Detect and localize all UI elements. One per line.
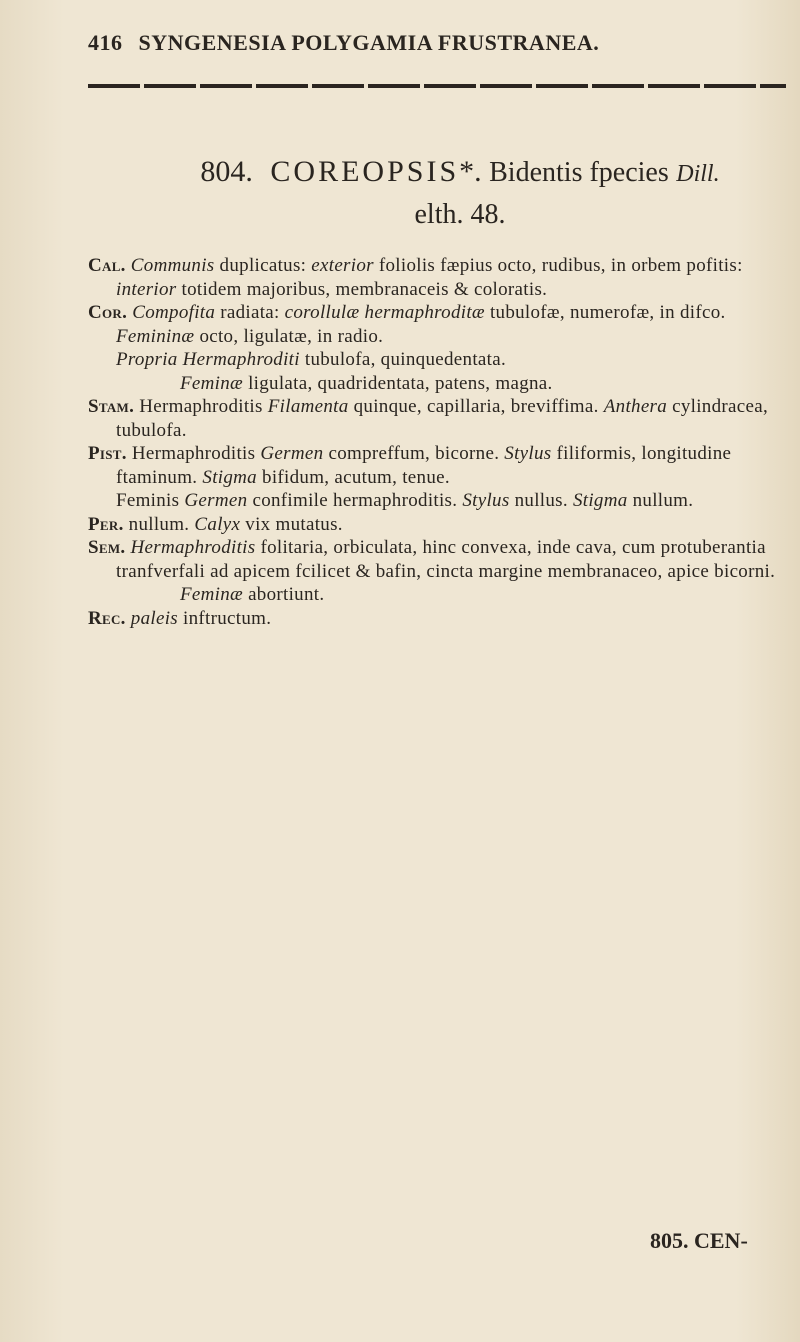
header-rule [88, 84, 786, 88]
genus-reference: elth. 48. [414, 199, 506, 230]
text-run: confimile hermaphroditis. [247, 490, 463, 511]
text-run: octo, ligulatæ, in radio. [194, 325, 384, 347]
italic-term: Communis [130, 255, 215, 276]
text-run: abortiunt. [243, 584, 325, 605]
description-body [88, 254, 788, 630]
italic-term: Hermaphroditis [130, 537, 256, 558]
text-run: filiformis, longitudine ftaminum. [116, 443, 732, 488]
text-run: compreffum, bicorne. [323, 443, 505, 464]
italic-term: Feminæ [180, 584, 244, 605]
entry-semina-feminae [88, 583, 788, 607]
text-run: tubulofa, quinquedentata. [299, 349, 506, 370]
text-run: cylindracea, tubulofa. [116, 396, 768, 441]
italic-term: Calyx [194, 513, 241, 535]
text-run: vix mutatus. [240, 513, 343, 535]
text-run: Feminis [116, 490, 185, 511]
text-run: duplicatus: [214, 255, 312, 276]
italic-term: exterior [311, 255, 374, 276]
catchword: 805. CEN- [650, 1228, 748, 1253]
italic-term: corollulæ hermaphroditæ [284, 302, 485, 323]
text-run: totidem majoribus, membranaceis & coloratis. [176, 278, 548, 300]
genus-synonym: Bidentis fpecies [489, 157, 669, 188]
text-run: foliolis fæpius octo, rudibus, in orbem pofitis: [373, 255, 743, 276]
entry-label: Per. [88, 513, 124, 535]
text-run: Hermaphroditis [134, 396, 268, 417]
italic-term: Filamenta [267, 396, 349, 417]
text-run: Hermaphroditis [126, 443, 261, 464]
entry-corolla-feminae [88, 372, 788, 396]
italic-term: Germen [260, 443, 324, 464]
text-run: nullus. [509, 490, 573, 511]
entry-pericarpium [88, 513, 788, 537]
text-run: inftructum. [177, 607, 272, 629]
genus-author: Dill. [676, 161, 720, 187]
genus-heading [120, 152, 800, 235]
entry-label: Sem. [88, 537, 126, 558]
entry-calyx [88, 254, 788, 301]
entry-label: Cor. [88, 302, 128, 323]
entry-label: Stam. [88, 396, 135, 417]
text-run: nullum. [627, 490, 694, 511]
entry-pistillum [88, 442, 788, 489]
italic-term: Feminæ [180, 372, 244, 394]
text-run: ligulata, quadridentata, patens, magna. [243, 372, 553, 394]
text-run: tubulofæ, numerofæ, in difco. [484, 302, 726, 323]
text-run: bifidum, acutum, tenue. [256, 466, 450, 488]
text-run: folitaria, orbiculata, hinc convexa, inde cava, cum protuberantia tranfverfali ad apicem fcilicet & bafin, cincta margine membranaceo, apice bicorni. [116, 537, 776, 582]
italic-term: Compofita [132, 302, 216, 323]
entry-label: Rec. [88, 607, 126, 629]
italic-term: Stigma [202, 466, 257, 488]
text-run: nullum. [123, 513, 195, 535]
italic-term: Femininæ [116, 325, 195, 347]
italic-term: Stylus [504, 443, 552, 464]
running-head [88, 30, 748, 56]
italic-term: Stigma [572, 490, 628, 511]
genus-mark: *. [459, 155, 482, 188]
text-run: quinque, capillaria, breviffima. [348, 396, 604, 417]
entry-label: Cal. [88, 255, 126, 276]
page-number: 416 [88, 30, 123, 55]
italic-term: Germen [184, 490, 248, 511]
text-run: radiata: [215, 302, 285, 323]
entry-corolla-propria [88, 348, 788, 372]
entry-corolla [88, 301, 788, 348]
genus-number: 804. [200, 155, 253, 188]
entry-label: Pist. [88, 443, 127, 464]
entry-semina [88, 536, 788, 583]
entry-pistillum-feminis [88, 489, 788, 513]
entry-stamina [88, 395, 788, 442]
genus-name: COREOPSIS [270, 155, 460, 188]
italic-term: Propria Hermaphroditi [116, 349, 300, 370]
italic-term: paleis [130, 607, 178, 629]
italic-term: Stylus [462, 490, 510, 511]
entry-receptaculum [88, 607, 788, 631]
italic-term: interior [116, 278, 177, 300]
italic-term: Anthera [603, 396, 668, 417]
running-title: SYNGENESIA POLYGAMIA FRUSTRANEA. [138, 30, 600, 55]
